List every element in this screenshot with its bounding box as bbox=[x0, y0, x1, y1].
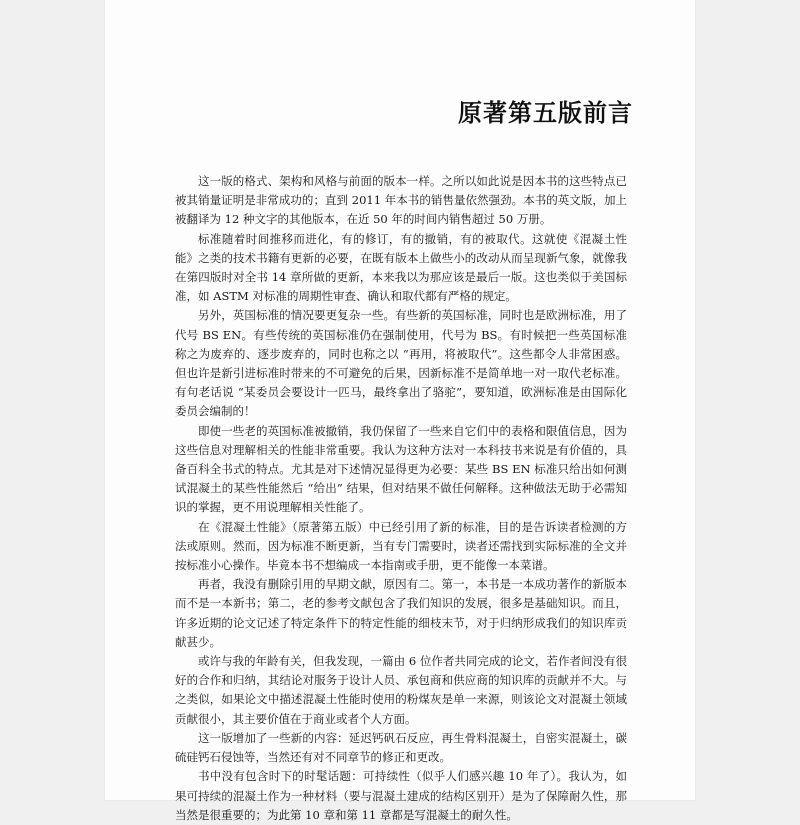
book-page bbox=[105, 0, 695, 822]
paragraph-5: 在《混凝土性能》（原著第五版）中已经引用了新的标准，目的是告诉读者检测的方法或原则。然而，因为标准不断更新，当有专门需要时，读者还需找到实际标准的全文并按标准小心操作。毕竟本书不想编成一本指南或手册，更不能像一本菜谱。 bbox=[175, 519, 627, 573]
paragraph-8: 这一版增加了一些新的内容：延迟钙矾石反应，再生骨料混凝土，自密实混凝土，碳硫硅钙石侵蚀等，当然还有对不同章节的修正和更改。 bbox=[175, 730, 627, 765]
paragraph-6: 再者，我没有删除引用的早期文献，原因有二。第一，本书是一本成功著作的新版本而不是一本新书；第二，老的参考文献包含了我们知识的发展，很多是基础知识。而且，许多近期的论文记述了特定条件下的特定性能的细枝末节，对于归纳形成我们的知识库贡献甚少。 bbox=[175, 577, 627, 649]
paragraph-1: 这一版的格式、架构和风格与前面的版本一样。之所以如此说是因本书的这些特点已被其销量证明是非常成功的；直到 2011 年本书的销售量依然强劲。本书的英文版，加上被翻译为 12 种文字的其他版本，在近 50 年的时间内销售超过 50 万册。 bbox=[175, 174, 627, 227]
paragraph-7: 或许与我的年龄有关，但我发现，一篇由 6 位作者共同完成的论文，若作者间没有很好的合作和归纳，其结论对服务于设计人员、承包商和供应商的知识库的贡献并不大。与之类似，如果论文中描述混凝土性能时使用的粉煤灰是单一来源，则该论文对混凝土领域贡献很小，其主要价值在于商业或者个人方面。 bbox=[175, 654, 627, 726]
preface-body bbox=[175, 172, 627, 825]
paragraph-3: 另外，英国标准的情况要更复杂一些。有些新的英国标准，同时也是欧洲标准，用了代号 BS EN。有些传统的英国标准仍在强制使用，代号为 BS。有时候把一些英国标准称之为废弃的、逐步废弃的，同时也称之以 “再用，将被取代”。这些都令人非常困惑。但也许是新引进标准时带来的不可避免的后果，因新标准不是简单地一对一取代老标准。有句老话说 “某委员会要设计一匹马，最终拿出了骆驼”，要知道，欧洲标准是由国际化委员会编制的！ bbox=[175, 308, 627, 419]
paragraph-4: 即使一些老的英国标准被撤销，我仍保留了一些来自它们中的表格和限值信息，因为这些信息对理解相关的性能非常重要。我认为这种方法对一本科技书来说是有价值的，具备百科全书式的特点。尤其是对下述情况显得更为必要：某些 BS EN 标准只给出如何测试混凝土的某些性能然后 “给出” 结果，但对结果不做任何解释。这种做法无助于必需知识的掌握，更不用说理解相关性能了。 bbox=[175, 423, 627, 515]
paragraph-2: 标准随着时间推移而进化，有的修订，有的撤销，有的被取代。这就使《混凝土性能》之类的技术书籍有更新的必要，在既有版本上做些小的改动从而呈现新气象，就像我在第四版时对全书 14 章所做的更新，本来我以为那应该是最后一版。这也类似于美国标准，如 ASTM 对标准的周期性审查、确认和取代都有严格的规定。 bbox=[175, 231, 627, 304]
paragraph-9: 书中没有包含时下的时髦话题：可持续性（似乎人们感兴趣 10 年了）。我认为，如果可持续的混凝土作为一种材料（要与混凝土建成的结构区别开）是为了保障耐久性，那当然是很重要的；为此第 10 章和第 11 章都是写混凝土的耐久性。 bbox=[175, 769, 627, 822]
page-title: 原著第五版前言 bbox=[458, 99, 633, 127]
